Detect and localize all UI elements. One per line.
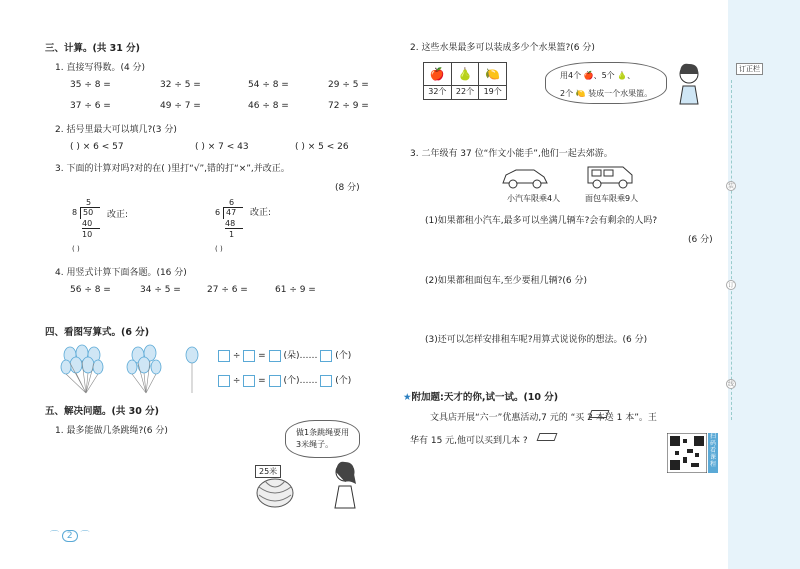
div2-divisor: 6 [215,208,221,217]
question-2: 2. 括号里最大可以填几?(3 分) [55,125,177,135]
equation-row-1 [218,348,351,362]
problem-3-1: (1)如果都租小汽车,最多可以坐满几辆车?会有剩余的人吗? [425,216,658,226]
div1-divisor: 8 [72,208,78,217]
eq1-box-a[interactable] [218,350,230,362]
section-5-title: 五、解决问题。(共 30 分) [45,406,160,417]
long-division-2 [215,198,255,244]
car-capacity: 小汽车限乘4人 [507,194,561,203]
calc-r0-c3: 29 ÷ 5 = [328,80,369,90]
eq1-unit-2: (个) [335,351,352,361]
calc-r1-c3: 72 ÷ 9 = [328,101,369,111]
page-number-2: ⌒ 2 ⌒ [50,531,90,541]
bonus-title-text: 附加题:天才的你,试一试。(10 分) [411,392,559,403]
question-3-score: (8 分) [335,183,360,193]
calc-r1-c0: 37 ÷ 6 = [70,101,111,111]
girl-illustration-2 [672,62,706,106]
problem-2: 2. 这些水果最多可以装成多少个水果篮?(6 分) [410,43,595,53]
apple-count: 32个 [424,85,451,97]
q4-item-2: 27 ÷ 6 = [207,285,248,295]
q4-item-3: 61 ÷ 9 = [275,285,316,295]
bubble-1-text: 做1条跳绳要用3米绳子。 [296,428,350,449]
q2-item-1: ( ) × 7 < 43 [195,142,249,152]
apple-cell [424,63,452,99]
answer-paren-1[interactable]: ( ) [72,245,80,253]
van-icon [585,163,635,189]
lemon-cell [479,63,506,99]
q2-item-2: ( ) × 5 < 26 [295,142,349,152]
eq2-eq-sign: = [258,376,266,386]
eq2-box-d[interactable] [320,375,332,387]
binding-mark-1: 装 [727,183,734,190]
pear-icon: 🍐 [457,67,473,81]
page-number-text: 2 [62,530,78,542]
eq1-div-sign: ÷ [232,351,241,361]
eq2-box-a[interactable] [218,375,230,387]
calc-r0-c2: 54 ÷ 8 = [248,80,289,90]
q4-item-0: 56 ÷ 8 = [70,285,111,295]
qr-label: 扫码看课程 [708,433,718,473]
problem-3-3: (3)还可以怎样安排租车呢?用算式说说你的想法。(6 分) [425,335,648,345]
binding-mark-2: 订 [727,282,734,289]
binding-mark-3: 线 [727,381,734,388]
q4-item-1: 34 ÷ 5 = [140,285,181,295]
bonus-line-1: 文具店开展“六一”优惠活动,7 元的 “买 2 本送 1 本”。王 [430,413,657,423]
eq1-unit-1: (朵)…… [283,351,318,361]
lemon-count: 19个 [479,85,506,97]
notebook-icon-2 [537,433,558,441]
fruit-table [423,62,507,100]
notebook-icon [589,410,610,418]
calc-r0-c0: 35 ÷ 8 = [70,80,111,90]
van-capacity: 面包车限乘9人 [585,194,639,203]
pear-cell [452,63,480,99]
question-4: 4. 用竖式计算下面各题。(16 分) [55,268,187,278]
div2-dividend: 47 [223,207,243,219]
correction-tag: 订正栏 [736,63,763,75]
div1-product: 40 [82,219,100,229]
rope-ball-icon [255,477,295,509]
equation-row-2 [218,373,351,387]
calc-r1-c2: 46 ÷ 8 = [248,101,289,111]
div1-quotient: 5 [86,198,92,207]
eq1-box-b[interactable] [243,350,255,362]
car-icon [500,165,550,189]
long-division-1 [72,198,112,244]
eq2-box-b[interactable] [243,375,255,387]
div1-dividend: 50 [80,207,100,219]
star-icon: ★ [403,392,412,403]
eq1-box-c[interactable] [269,350,281,362]
bubble-2-line-2: 2个 🍋 装成一个水果篮。 [560,89,653,98]
problem-3: 3. 二年级有 37 位“作文小能手”,他们一起去郊游。 [410,149,613,159]
problem-1: 1. 最多能做几条跳绳?(6 分) [55,426,168,436]
eq2-box-c[interactable] [269,375,281,387]
correction-sidebar [728,0,800,569]
eq1-box-d[interactable] [320,350,332,362]
answer-paren-2[interactable]: ( ) [215,245,223,253]
div2-quotient: 6 [229,198,235,207]
fix-label-1: 改正: [107,210,129,220]
div2-remainder: 1 [229,230,235,239]
rope-length-tag: 25米 [255,465,281,478]
apple-icon: 🍎 [429,67,445,81]
eq2-unit-2: (个) [335,376,352,386]
section-4-title: 四、看图写算式。(6 分) [45,327,150,338]
question-3: 3. 下面的计算对吗?对的在( )里打“√”,错的打“×”,并改正。 [55,164,290,174]
bonus-title [403,389,558,403]
eq2-div-sign: ÷ [232,376,241,386]
div1-remainder: 10 [82,230,93,239]
calc-r0-c1: 32 ÷ 5 = [160,80,201,90]
section-3-title: 三、计算。(共 31 分) [45,43,141,54]
bubble-2-line-1: 用4个 🍎、5个 🍐、 [560,71,636,80]
div2-product: 48 [225,219,243,229]
fix-label-2: 改正: [250,208,272,218]
pear-count: 22个 [452,85,479,97]
eq1-eq-sign: = [258,351,266,361]
bonus-line-2: 华有 15 元,他可以买到几本 ? [410,436,528,446]
qr-code[interactable] [667,433,707,473]
girl-illustration [325,460,365,510]
question-1: 1. 直接写得数。(4 分) [55,63,146,73]
calc-r1-c1: 49 ÷ 7 = [160,101,201,111]
q2-item-0: ( ) × 6 < 57 [70,142,124,152]
binding-line [731,80,732,420]
problem-3-2: (2)如果都租面包车,至少要租几辆?(6 分) [425,276,587,286]
lemon-icon: 🍋 [485,67,501,81]
problem-3-1-score: (6 分) [688,235,713,245]
eq2-unit-1: (个)…… [283,376,318,386]
balloon-bunches [58,343,208,395]
